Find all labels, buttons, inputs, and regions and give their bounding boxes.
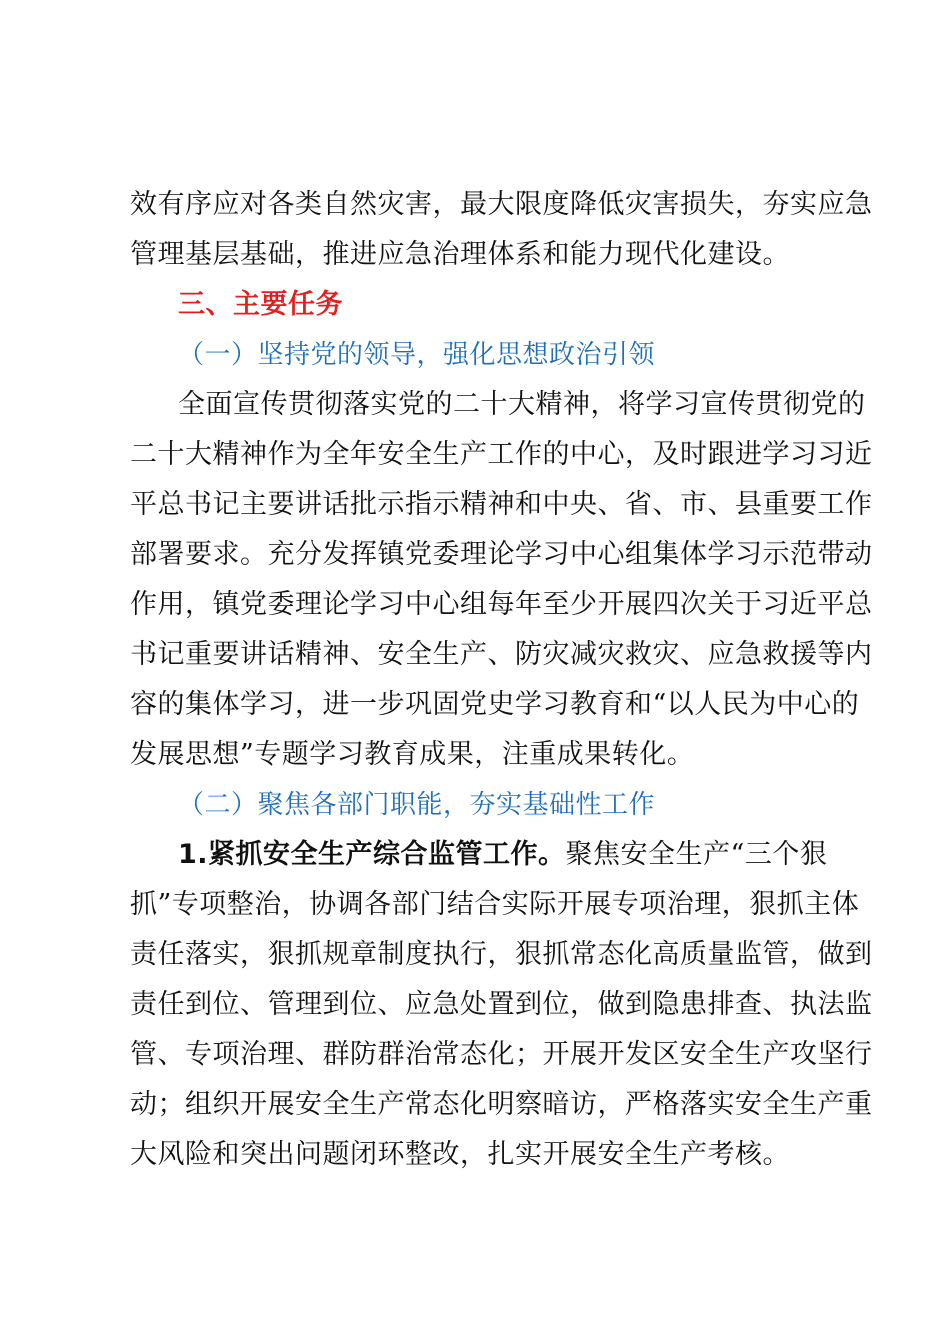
section-heading: 三、主要任务 — [178, 289, 343, 320]
subsection-heading-1: （一）坚持党的领导，强化思想政治引领 — [178, 340, 656, 370]
subsection-heading-2: （二）聚焦各部门职能，夯实基础性工作 — [178, 790, 656, 820]
paragraph-line: 书记重要讲话精神、安全生产、防灾减灾救灾、应急救援等内 — [130, 639, 873, 670]
item-line: 大风险和突出问题闭环整改，扎实开展安全生产考核。 — [130, 1139, 790, 1170]
item-line: 责任落实，狠抓规章制度执行，狠抓常态化高质量监管，做到 — [130, 939, 873, 970]
item-line: 抓”专项整治，协调各部门结合实际开展专项治理，狠抓主体 — [130, 889, 860, 920]
item-first-line — [178, 838, 830, 872]
paragraph-line: 二十大精神作为全年安全生产工作的中心，及时跟进学习习近 — [130, 439, 873, 470]
item-lead-rest: 聚焦安全生产“三个狠 — [565, 839, 828, 870]
paragraph-line: 部署要求。充分发挥镇党委理论学习中心组集体学习示范带动 — [130, 539, 873, 570]
paragraph-line: 平总书记主要讲话批示指示精神和中央、省、市、县重要工作 — [130, 489, 873, 520]
paragraph-line: 全面宣传贯彻落实党的二十大精神，将学习宣传贯彻党的 — [178, 389, 866, 420]
carryover-line-1: 效有序应对各类自然灾害，最大限度降低灾害损失，夯实应急 — [130, 189, 873, 220]
paragraph-line: 发展思想”专题学习教育成果，注重成果转化。 — [130, 739, 695, 770]
paragraph-line: 容的集体学习，进一步巩固党史学习教育和“以人民为中心的 — [130, 689, 860, 720]
item-line: 动；组织开展安全生产常态化明察暗访，严格落实安全生产重 — [130, 1089, 873, 1120]
item-lead-title: 1.紧抓安全生产综合监管工作。 — [178, 839, 566, 870]
item-line: 责任到位、管理到位、应急处置到位，做到隐患排查、执法监 — [130, 989, 873, 1020]
paragraph-line: 作用，镇党委理论学习中心组每年至少开展四次关于习近平总 — [130, 589, 873, 620]
carryover-line-2: 管理基层基础，推进应急治理体系和能力现代化建设。 — [130, 239, 790, 270]
item-line: 管、专项治理、群防群治常态化；开展开发区安全生产攻坚行 — [130, 1039, 873, 1070]
